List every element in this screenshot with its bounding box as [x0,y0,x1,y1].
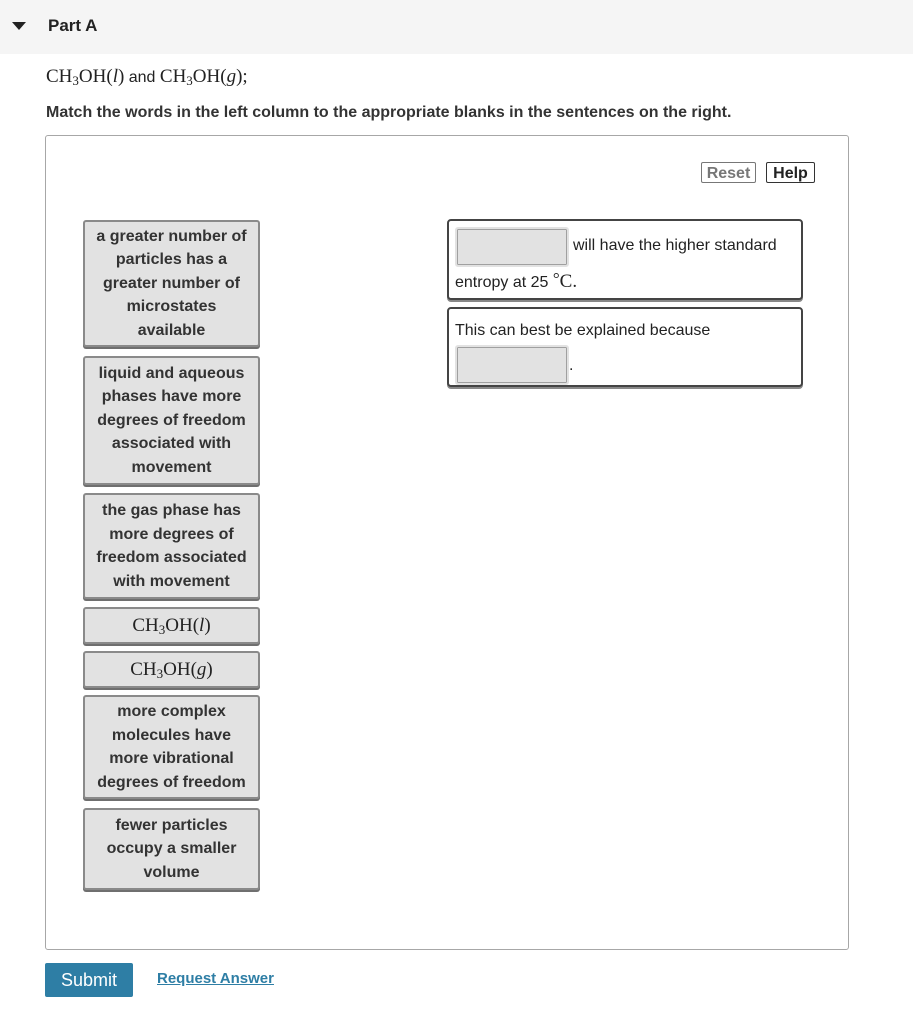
tile-liquid-aqueous-freedom[interactable] [83,356,260,485]
tile-math-label: $CH_3OH(l)$ [132,614,211,637]
tile-gas-phase-freedom[interactable] [83,493,260,599]
help-button[interactable]: Help [766,162,815,183]
sentence-2-text: This can best be explained because [455,322,711,339]
sentence-1-text: will have the higher standard [573,237,777,254]
question-species-gas: $CH_3OH(g)$ [159,66,243,88]
tile-label: a greater number of particles has a greater number of microstates available [96,227,247,339]
request-answer-link[interactable]: Request Answer [157,970,274,987]
question-terminator: ; [242,66,248,87]
tile-greater-number-particles[interactable] [83,220,260,347]
drop-target-blank-2[interactable] [457,347,567,383]
part-header[interactable] [0,0,913,54]
sentence-2 [447,307,803,387]
tile-label: the gas phase has more degrees of freedom associated with movement [96,502,247,590]
tile-ch3oh-liquid[interactable] [83,607,260,644]
part-title: Part A [48,16,98,35]
caret-down-icon[interactable] [12,22,26,30]
submit-button[interactable]: Submit [45,963,133,997]
tile-label: liquid and aqueous phases have more degrees of freedom associated with movement [97,364,246,476]
tile-ch3oh-gas[interactable] [83,651,260,688]
tile-label: more complex molecules have more vibrational degrees of freedom [97,703,246,791]
reset-button[interactable]: Reset [701,162,756,183]
tile-fewer-particles[interactable] [83,808,260,890]
sentence-2-end: . [569,357,574,374]
tile-math-label: $CH_3OH(g)$ [130,658,213,681]
question-text [46,66,248,88]
sentence-1-line2: entropy at 25 °C. [455,269,578,292]
drop-target-blank-1[interactable] [457,229,567,265]
question-species-liquid: $CH_3OH(l)$ [46,66,125,88]
question-connector: and [124,69,160,86]
tile-complex-molecules[interactable] [83,695,260,799]
tile-label: fewer particles occupy a smaller volume [106,816,237,881]
sentence-1 [447,219,803,300]
instruction-text: Match the words in the left column to the appropriate blanks in the sentences on the right. [46,104,732,121]
